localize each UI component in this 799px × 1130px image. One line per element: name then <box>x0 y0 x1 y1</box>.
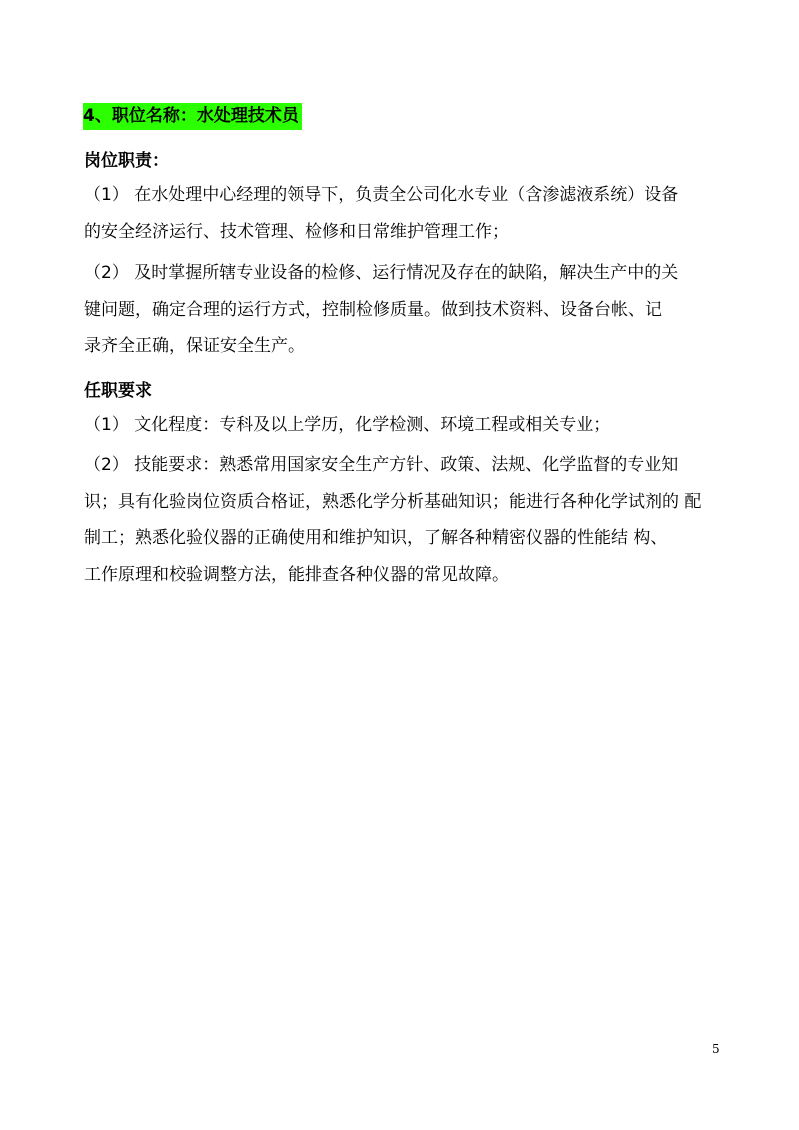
duties-item-2-line: 键问题，确定合理的运行方式，控制检修质量。做到技术资料、设备台帐、记 <box>84 299 662 320</box>
requirements-item-2-line: 工作原理和校验调整方法，能排查各种仪器的常见故障。 <box>84 564 509 585</box>
requirements-item-2-line: 识；具有化验岗位资质合格证，熟悉化学分析基础知识；能进行各种化学试剂的 配 <box>84 491 702 512</box>
requirements-item-2-line: 制工；熟悉化验仪器的正确使用和维护知识，了解各种精密仪器的性能结 构、 <box>84 528 668 548</box>
position-title-heading: 4、职位名称：水处理技术员 <box>83 103 302 130</box>
requirements-item-2-line: （2） 技能要求：熟悉常用国家安全生产方针、政策、法规、化学监督的专业知 <box>84 455 679 475</box>
requirements-item-2 <box>84 447 724 593</box>
duties-item-2-line: （2） 及时掌握所辖专业设备的检修、运行情况及存在的缺陷，解决生产中的关 <box>84 263 679 283</box>
requirements-item-1 <box>84 407 724 444</box>
requirements-item-1-line: （1） 文化程度：专科及以上学历，化学检测、环境工程或相关专业； <box>84 415 611 435</box>
duties-item-2-line: 录齐全正确，保证安全生产。 <box>84 336 305 356</box>
duties-item-2 <box>84 255 724 365</box>
requirements-section-title: 任职要求 <box>84 381 152 401</box>
duties-section-title: 岗位职责： <box>84 151 169 171</box>
duties-item-1-line: 的安全经济运行、技术管理、检修和日常维护管理工作； <box>84 221 509 242</box>
duties-item-1-line: （1） 在水处理中心经理的领导下，负责全公司化水专业（含渗滤液系统）设备 <box>84 185 679 205</box>
page-number: 5 <box>712 1042 720 1056</box>
duties-item-1 <box>84 177 724 250</box>
